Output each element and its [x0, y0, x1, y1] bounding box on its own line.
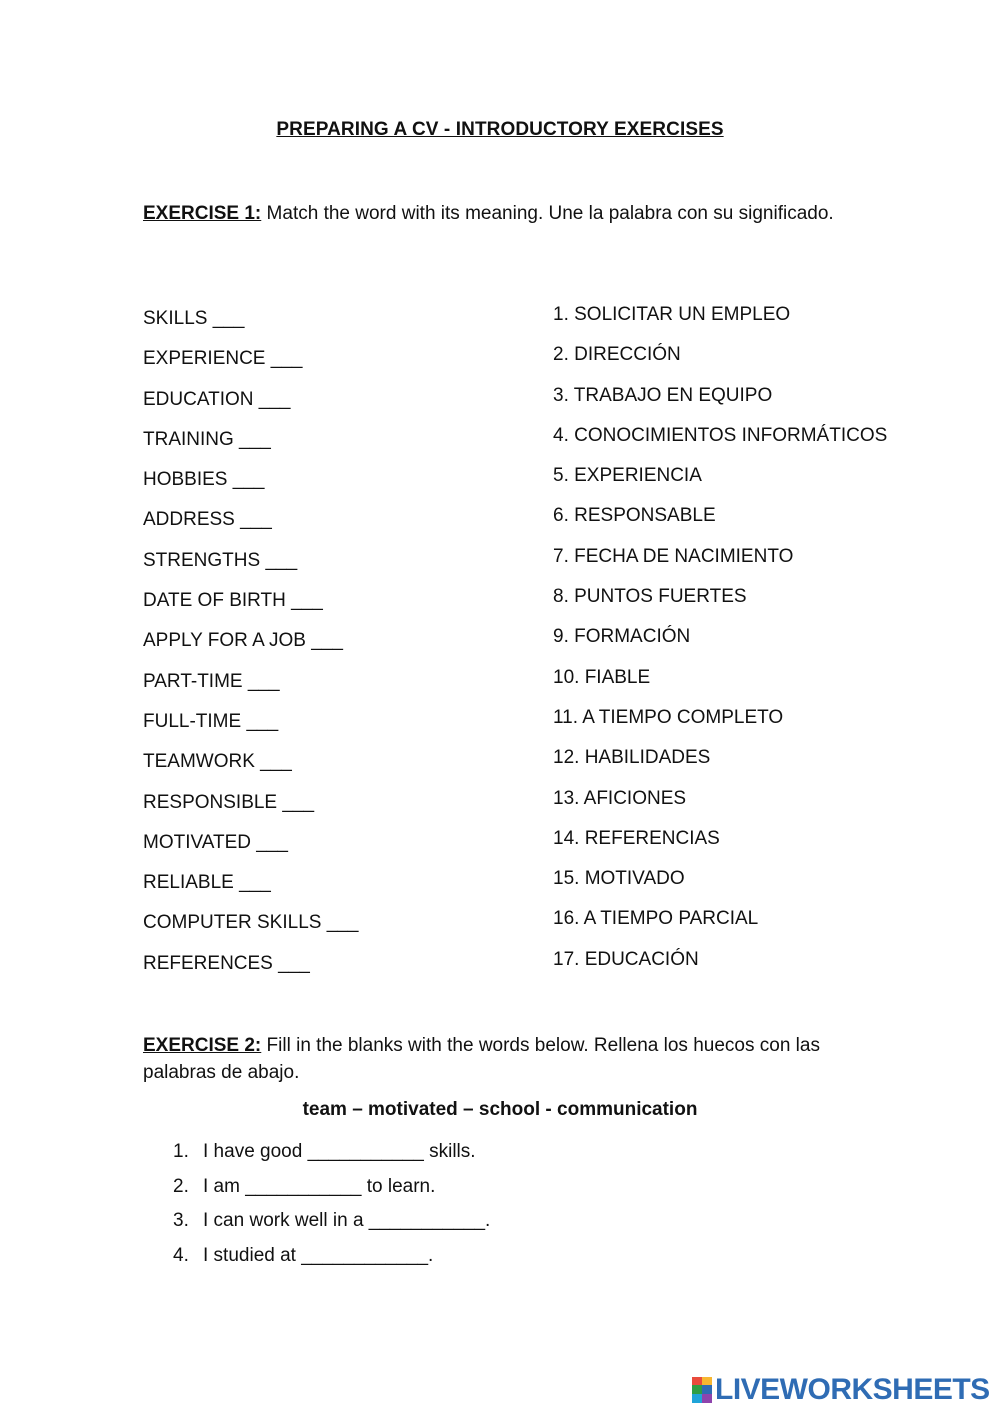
sentence-number: 1.	[173, 1141, 189, 1162]
exercise-1-instructions	[143, 200, 857, 227]
sentence-number: 2.	[173, 1175, 189, 1197]
exercise-2-label: EXERCISE 2:	[143, 1035, 262, 1056]
word-bank: team – motivated – school - communication	[302, 1099, 698, 1120]
sentence-text: I can work well in a ___________.	[203, 1210, 491, 1232]
logo-text: LIVEWORKSHEETS	[715, 1373, 990, 1406]
word-item: DATE OF BIRTH ___	[143, 590, 323, 612]
meaning-item: 14. REFERENCIAS	[553, 827, 720, 849]
word-item: APPLY FOR A JOB ___	[143, 630, 343, 652]
meaning-list	[553, 302, 887, 987]
meaning-item: 4. CONOCIMIENTOS INFORMÁTICOS	[553, 424, 888, 446]
logo-block	[692, 1394, 702, 1403]
sentence-item	[173, 1243, 490, 1278]
meaning-item: 7. FECHA DE NACIMIENTO	[553, 545, 794, 567]
sentence-text: I am ___________ to learn.	[203, 1175, 436, 1197]
meaning-item: 1. SOLICITAR UN EMPLEO	[553, 304, 791, 325]
word-item: EDUCATION ___	[143, 388, 291, 410]
sentence-list	[173, 1139, 490, 1278]
meaning-item: 6. RESPONSABLE	[553, 505, 716, 527]
word-item: TEAMWORK ___	[143, 751, 292, 773]
sentence-item	[173, 1208, 490, 1243]
meaning-item: 16. A TIEMPO PARCIAL	[553, 908, 759, 930]
logo-block	[702, 1385, 712, 1394]
meaning-item: 13. AFICIONES	[553, 787, 687, 809]
meaning-item: 5. EXPERIENCIA	[553, 465, 702, 487]
exercise-1-text: Match the word with its meaning. Une la palabra con su significado.	[266, 203, 834, 224]
word-item: STRENGTHS ___	[143, 549, 298, 571]
word-item: MOTIVATED ___	[143, 831, 288, 853]
meaning-item: 9. FORMACIÓN	[553, 626, 691, 648]
word-item: FULL-TIME ___	[143, 710, 279, 732]
word-item: RELIABLE ___	[143, 872, 271, 894]
page-title: PREPARING A CV - INTRODUCTORY EXERCISES	[276, 119, 724, 140]
meaning-item: 11. A TIEMPO COMPLETO	[553, 706, 784, 728]
word-item: RESPONSIBLE ___	[143, 791, 315, 813]
logo-block	[702, 1394, 712, 1403]
word-item: PART-TIME ___	[143, 670, 280, 692]
logo-block	[692, 1385, 702, 1394]
meaning-item: 8. PUNTOS FUERTES	[553, 586, 747, 608]
meaning-item: 10. FIABLE	[553, 666, 651, 688]
exercise-2-instructions	[143, 1032, 873, 1086]
logo-block	[702, 1377, 712, 1385]
word-item: SKILLS ___	[143, 308, 245, 329]
meaning-item: 2. DIRECCIÓN	[553, 344, 681, 366]
word-item: HOBBIES ___	[143, 469, 265, 491]
sentence-text: I studied at ____________.	[203, 1245, 434, 1267]
liveworksheets-logo	[692, 1374, 990, 1406]
exercise-1-label: EXERCISE 1:	[143, 203, 262, 224]
sentence-number: 4.	[173, 1245, 189, 1267]
word-item: EXPERIENCE ___	[143, 348, 303, 370]
word-item: REFERENCES ___	[143, 952, 310, 974]
exercise-2-text: Fill in the blanks with the words below. Rellena los huecos con las palabras de abajo.	[143, 1035, 820, 1083]
logo-block	[692, 1377, 702, 1385]
word-item: ADDRESS ___	[143, 509, 272, 531]
logo-mark-icon	[692, 1377, 712, 1403]
sentence-text: I have good ___________ skills.	[203, 1141, 476, 1162]
meaning-item: 12. HABILIDADES	[553, 747, 711, 769]
meaning-item: 15. MOTIVADO	[553, 868, 685, 890]
sentence-item	[173, 1174, 490, 1209]
sentence-item	[173, 1139, 490, 1174]
word-item: TRAINING ___	[143, 428, 271, 450]
word-item: COMPUTER SKILLS ___	[143, 912, 359, 934]
word-list	[143, 306, 358, 991]
meaning-item: 17. EDUCACIÓN	[553, 948, 699, 970]
meaning-item: 3. TRABAJO EN EQUIPO	[553, 384, 773, 406]
sentence-number: 3.	[173, 1210, 189, 1232]
